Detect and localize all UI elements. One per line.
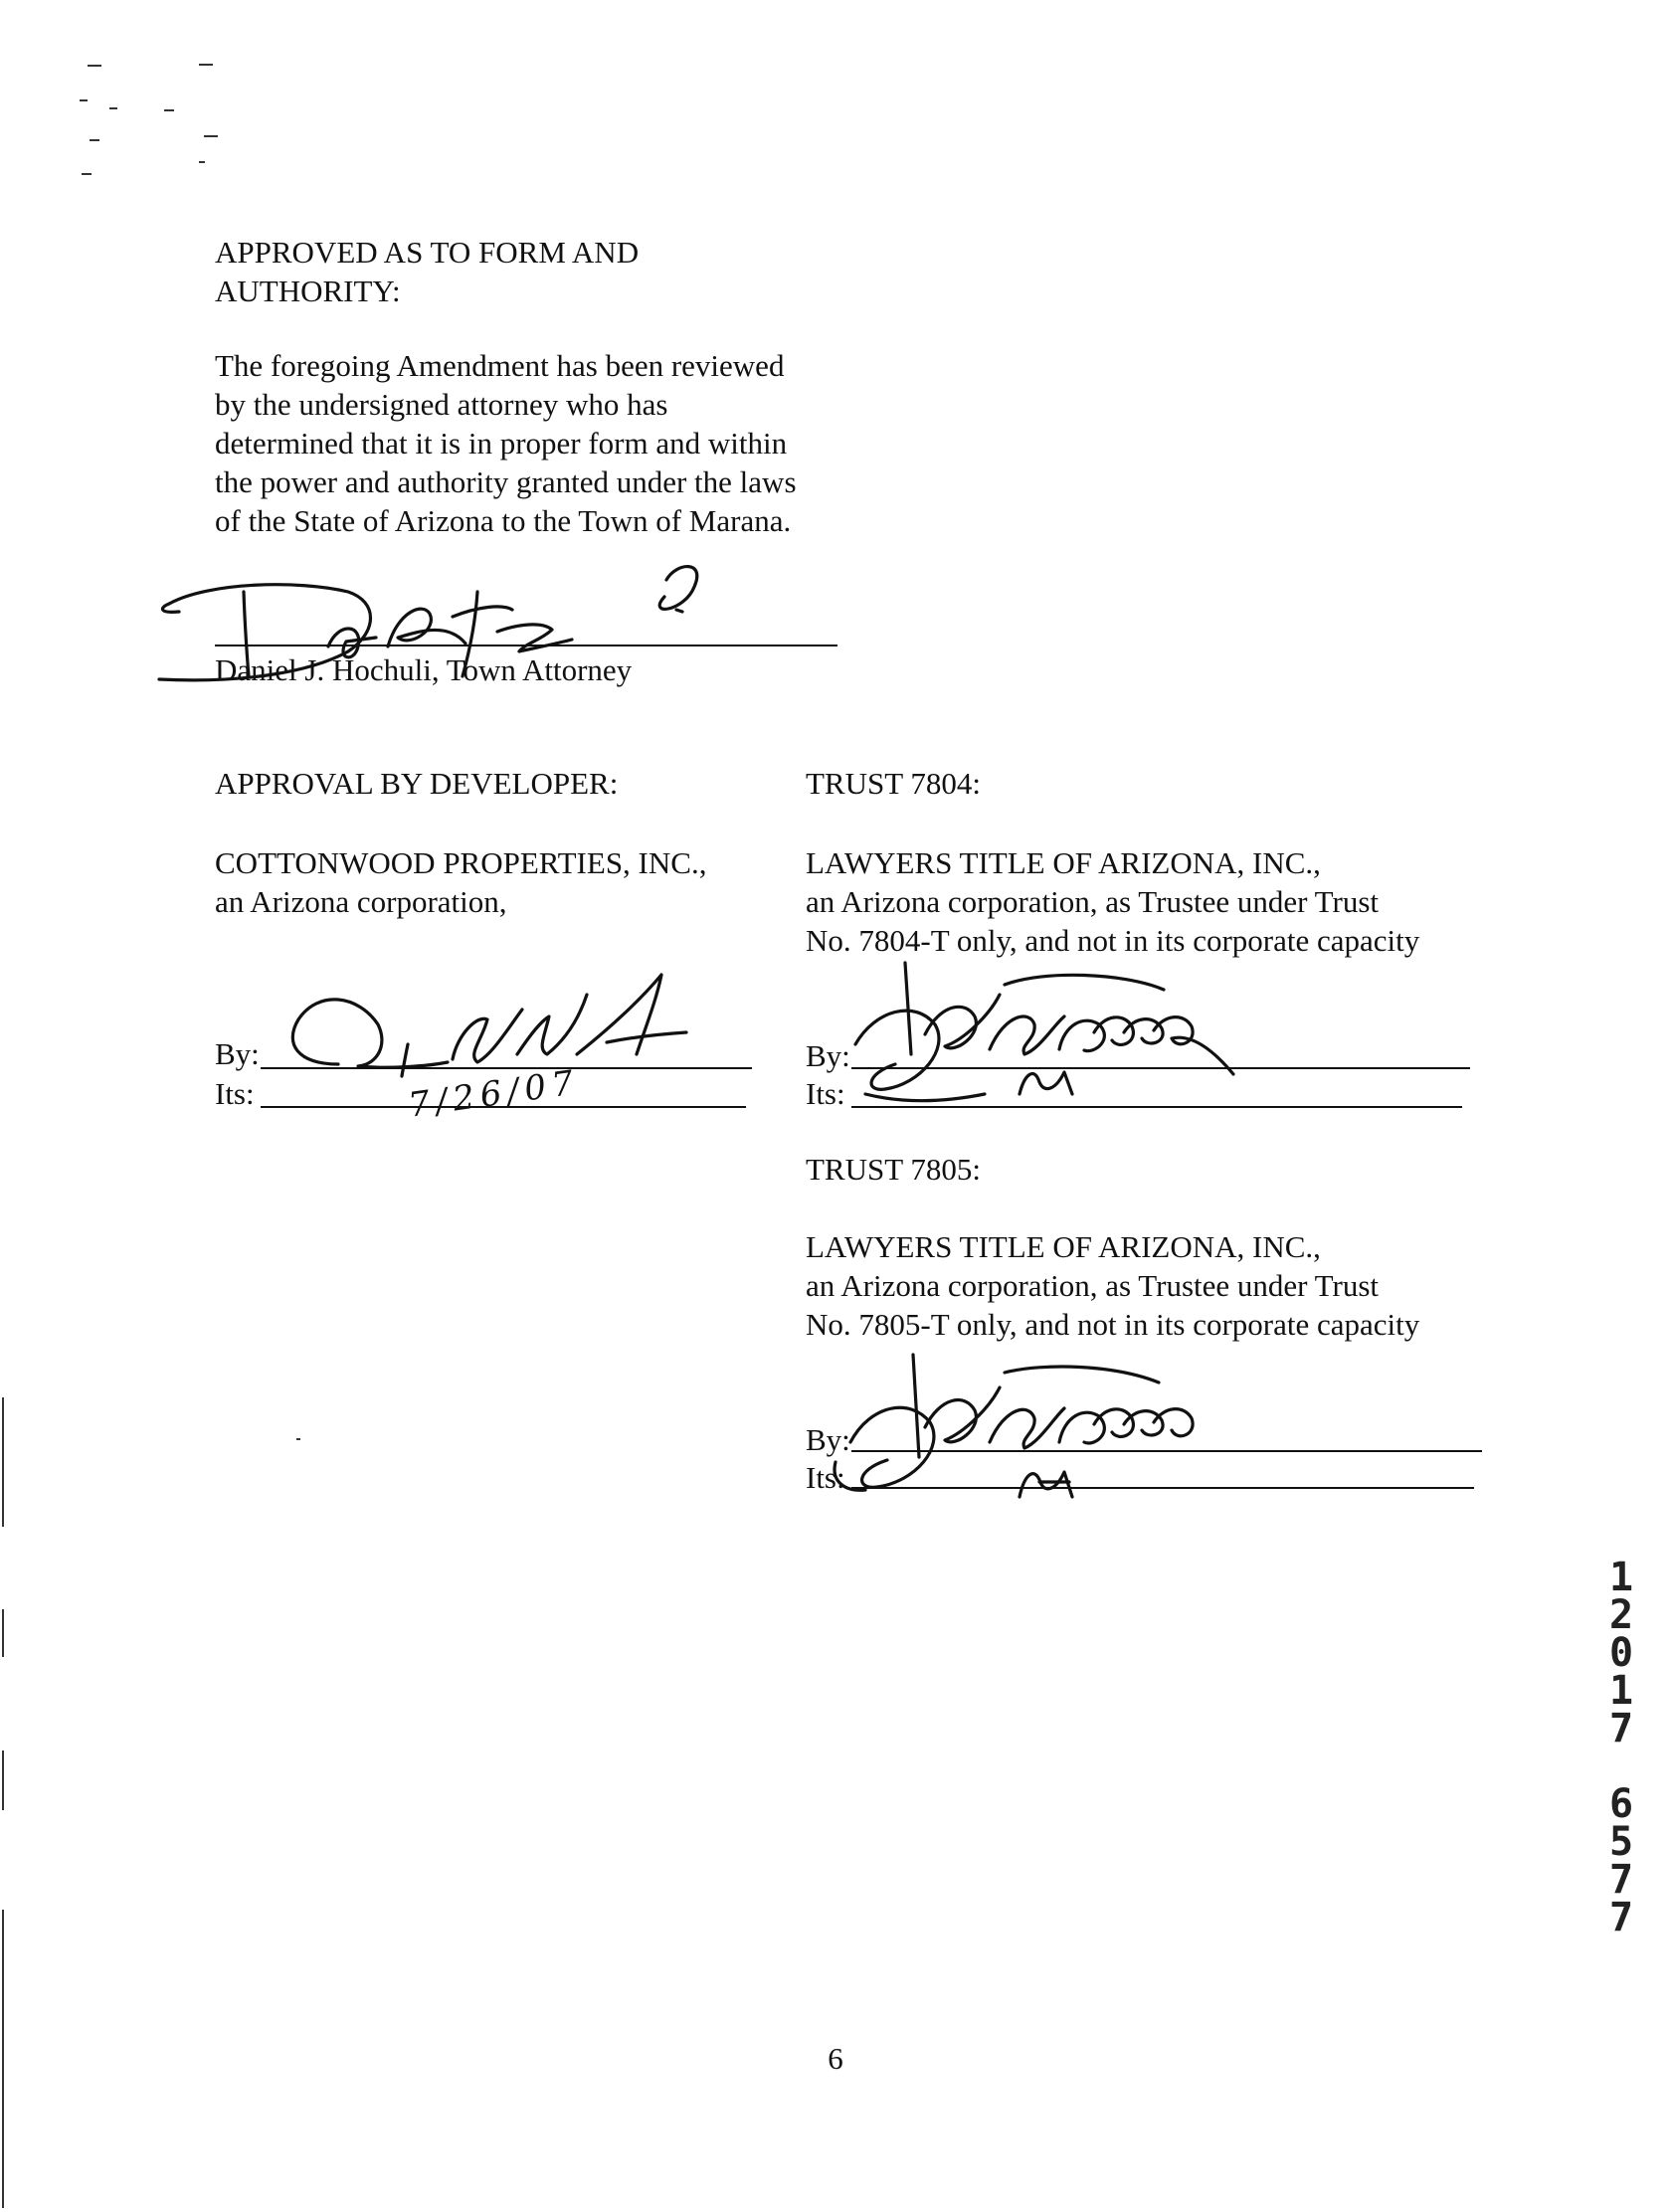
- trust-7804-heading: TRUST 7804:: [806, 766, 981, 801]
- scan-edge-mark: [2, 1609, 4, 1657]
- stamp-digit: 0: [1608, 1630, 1634, 1676]
- its-label: Its:: [215, 1076, 255, 1111]
- stamp-digit: 2: [1608, 1592, 1634, 1638]
- paragraph-line: the power and authority granted under the laws: [215, 464, 797, 499]
- trust-7805-description-line1: an Arizona corporation, as Trustee under Trust: [806, 1268, 1380, 1303]
- scan-speck: [199, 161, 205, 163]
- scan-speck: [82, 173, 92, 175]
- trust-7804-signature: [826, 955, 1263, 1124]
- its-label: Its:: [806, 1076, 845, 1111]
- scan-speck: [199, 64, 213, 66]
- stamp-digit: 1: [1608, 1555, 1634, 1600]
- stamp-digit: 7: [1608, 1857, 1634, 1903]
- scan-speck: [80, 99, 88, 101]
- stamp-digit: 1: [1608, 1668, 1634, 1714]
- scan-speck: [88, 65, 101, 67]
- stamp-digit: 5: [1608, 1819, 1634, 1865]
- by-label: By:: [215, 1036, 260, 1071]
- stamp-digit: 6: [1608, 1781, 1634, 1827]
- trust-7805-signature: [816, 1343, 1253, 1512]
- scan-edge-mark: [2, 1751, 4, 1810]
- paragraph-line: of the State of Arizona to the Town of Marana.: [215, 503, 792, 538]
- scan-speck: [90, 139, 99, 141]
- by-label: By:: [806, 1038, 850, 1073]
- developer-date-handwritten: 7/26/07: [406, 1062, 583, 1126]
- trust-7805-company: LAWYERS TITLE OF ARIZONA, INC.,: [806, 1229, 1321, 1264]
- scan-speck: [164, 109, 174, 111]
- scan-speck: [296, 1438, 300, 1440]
- approval-heading-line1: APPROVED AS TO FORM AND: [215, 235, 640, 270]
- its-label: Its:: [806, 1460, 845, 1495]
- developer-company: COTTONWOOD PROPERTIES, INC.,: [215, 845, 707, 880]
- trust-7804-description-line1: an Arizona corporation, as Trustee under Trust: [806, 884, 1380, 919]
- approval-heading-line2: AUTHORITY:: [215, 274, 401, 308]
- attorney-name: Daniel J. Hochuli, Town Attorney: [215, 652, 633, 687]
- trust-7804-description-line2: No. 7804-T only, and not in its corporate capacity: [806, 923, 1420, 958]
- scan-edge-mark: [2, 1397, 4, 1527]
- page-number: 6: [828, 2041, 843, 2076]
- scan-speck: [204, 135, 218, 137]
- stamp-digit: 7: [1608, 1895, 1634, 1940]
- recording-stamp: [1601, 1555, 1641, 1940]
- paragraph-line: determined that it is in proper form and within: [215, 426, 788, 461]
- stamp-digit: 7: [1608, 1706, 1634, 1751]
- developer-description: an Arizona corporation,: [215, 884, 507, 919]
- scan-speck: [109, 107, 117, 109]
- trust-7805-heading: TRUST 7805:: [806, 1152, 981, 1187]
- paragraph-line: The foregoing Amendment has been reviewed: [215, 348, 785, 383]
- developer-heading: APPROVAL BY DEVELOPER:: [215, 766, 619, 801]
- by-label: By:: [806, 1422, 850, 1457]
- trust-7804-company: LAWYERS TITLE OF ARIZONA, INC.,: [806, 845, 1321, 880]
- trust-7805-description-line2: No. 7805-T only, and not in its corporate capacity: [806, 1307, 1420, 1342]
- paragraph-line: by the undersigned attorney who has: [215, 387, 668, 422]
